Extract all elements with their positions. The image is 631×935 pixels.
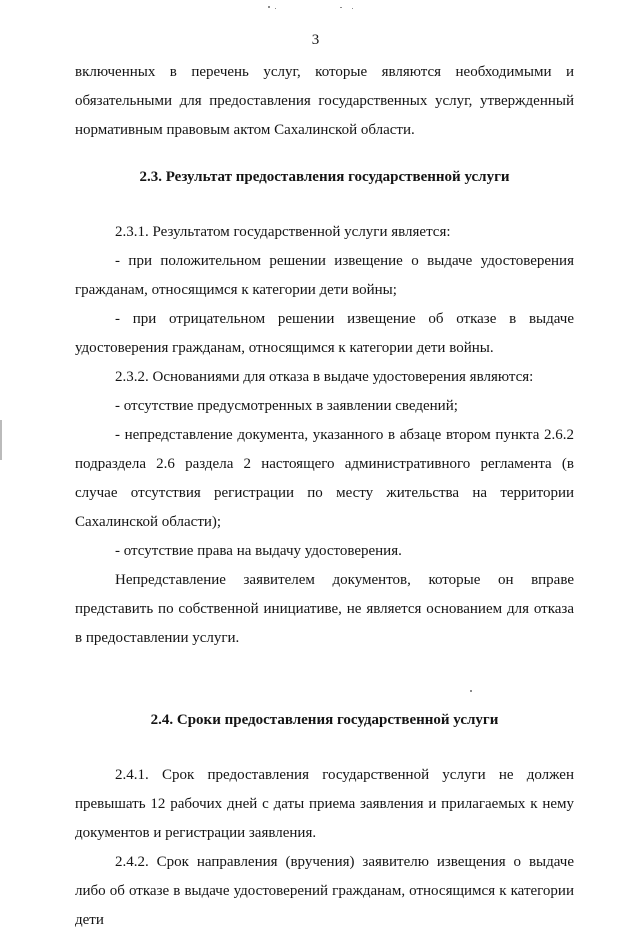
list-item-negative: - при отрицательном решении извещение об отказе в выдаче удостоверения гражданам, относящимся к категории дети войны. — [75, 311, 574, 356]
paragraph-2-4-1: 2.4.1. Срок предоставления государственной услуги не должен превышать 12 рабочих дней с даты приема заявления и прилагаемых к нему документов и регистрации заявления. — [75, 767, 574, 841]
paragraph-continuation: включенных в перечень услуг, которые являются необходимыми и обязательными для предоставления государственных услуг, утвержденный нормативным правовым актом Сахалинской области. — [75, 64, 574, 138]
scan-edge-mark — [0, 420, 2, 460]
paragraph-2-3-2: 2.3.2. Основаниями для отказа в выдаче удостоверения являются: — [115, 369, 534, 385]
paragraph-2-4-2: 2.4.2. Срок направления (вручения) заявителю извещения о выдаче либо об отказе в выдаче удостоверений гражданам, относящимся к категории дети — [75, 854, 574, 928]
list-item-positive: - при положительном решении извещение о выдаче удостоверения гражданам, относящимся к категории дети войны; — [75, 253, 574, 298]
reason-item-2: - непредставление документа, указанного в абзаце втором пункта 2.6.2 подраздела 2.6 раздела 2 настоящего административного регламента (в случае отсутствия регистрации по месту жительства на территории Сахалинской области); — [75, 427, 574, 530]
page-number: 3 — [311, 32, 320, 48]
paragraph-2-3-1: 2.3.1. Результатом государственной услуги является: — [115, 224, 451, 240]
section-heading-2-3: 2.3. Результат предоставления государственной услуги — [139, 169, 510, 185]
reason-item-3: - отсутствие права на выдачу удостоверения. — [115, 543, 402, 559]
paragraph-note: Непредставление заявителем документов, которые он вправе представить по собственной инициативе, не является основанием для отказа в предоставлении услуги. — [75, 572, 574, 646]
section-heading-2-4: 2.4. Сроки предоставления государственной услуги — [150, 712, 499, 728]
reason-item-1: - отсутствие предусмотренных в заявлении сведений; — [115, 398, 458, 414]
document-body — [75, 58, 574, 935]
